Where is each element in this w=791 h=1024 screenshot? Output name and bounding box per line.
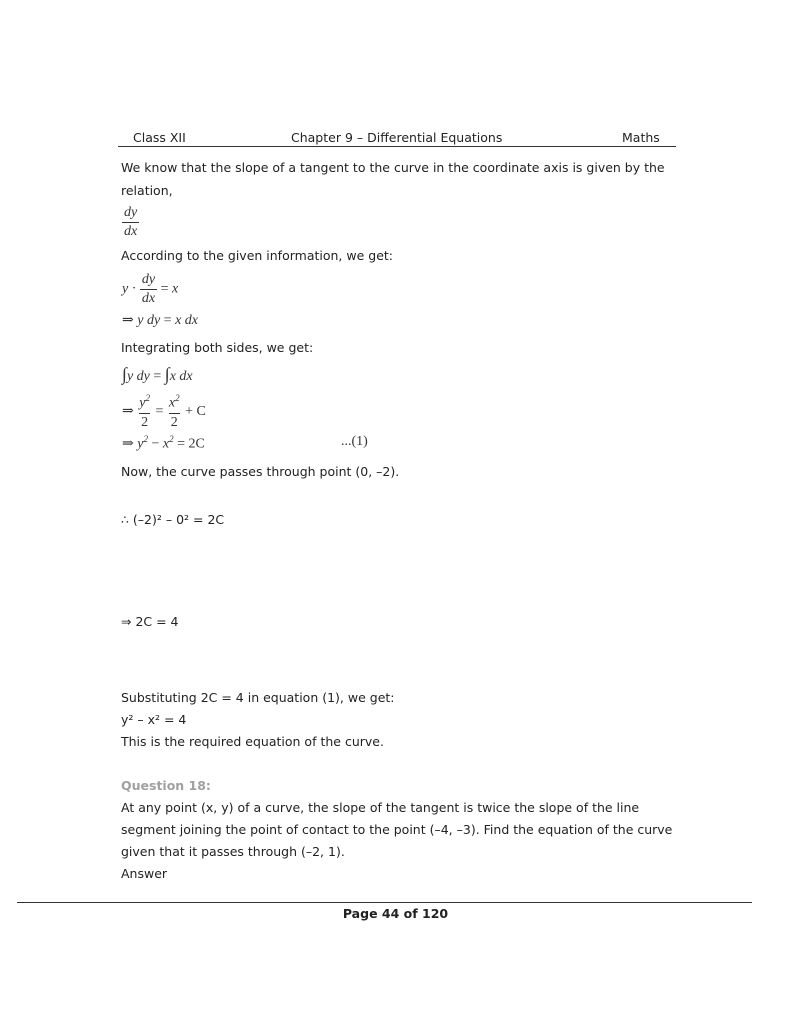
question-line: given that it passes through (–2, 1). (121, 844, 345, 859)
footer-divider (17, 902, 752, 903)
equation-dydx: $\frac{dy}{dx}$ (124, 205, 138, 239)
equation-3: ⇒ $\frac{y^2}{2}$ = $\frac{x^2}{2}$ + C (122, 393, 206, 430)
question-line: segment joining the point of contact to the point (–4, –3). Find the equation of the curve (121, 822, 673, 837)
header-class: Class XII (133, 130, 186, 145)
equation-1: y · $\frac{dy}{dx}$ = x (122, 272, 179, 306)
paragraph-line: ⇒ 2C = 4 (121, 614, 179, 629)
page-number: Page 44 of 120 (342, 906, 449, 921)
equation-integral: ∫y dy = ∫x dx (122, 364, 193, 384)
paragraph-line: We know that the slope of a tangent to the curve in the coordinate axis is given by the (121, 160, 665, 175)
equation-4: ⇒ $y^2 - x^2 = 2C$ (122, 434, 205, 452)
paragraph-line: y² – x² = 4 (121, 712, 187, 727)
equation-2: ⇒ y dy = x dx (122, 313, 199, 328)
answer-label: Answer (121, 866, 168, 881)
header-divider (118, 146, 676, 147)
equation-label: ...(1) (341, 434, 368, 449)
paragraph-line: Now, the curve passes through point (0, –2). (121, 464, 400, 479)
paragraph-line: ∴ (–2)² – 0² = 2C (121, 512, 225, 527)
paragraph-line: According to the given information, we get: (121, 248, 393, 263)
header-chapter: Chapter 9 – Differential Equations (291, 130, 503, 145)
header-subject: Maths (622, 130, 660, 145)
paragraph-line: Integrating both sides, we get: (121, 340, 314, 355)
question-line: At any point (x, y) of a curve, the slope of the tangent is twice the slope of the line (121, 800, 640, 815)
paragraph-line: Substituting 2C = 4 in equation (1), we get: (121, 690, 395, 705)
paragraph-line: relation, (121, 183, 173, 198)
question-label: Question 18: (121, 778, 211, 793)
paragraph-line: This is the required equation of the curve. (121, 734, 384, 749)
